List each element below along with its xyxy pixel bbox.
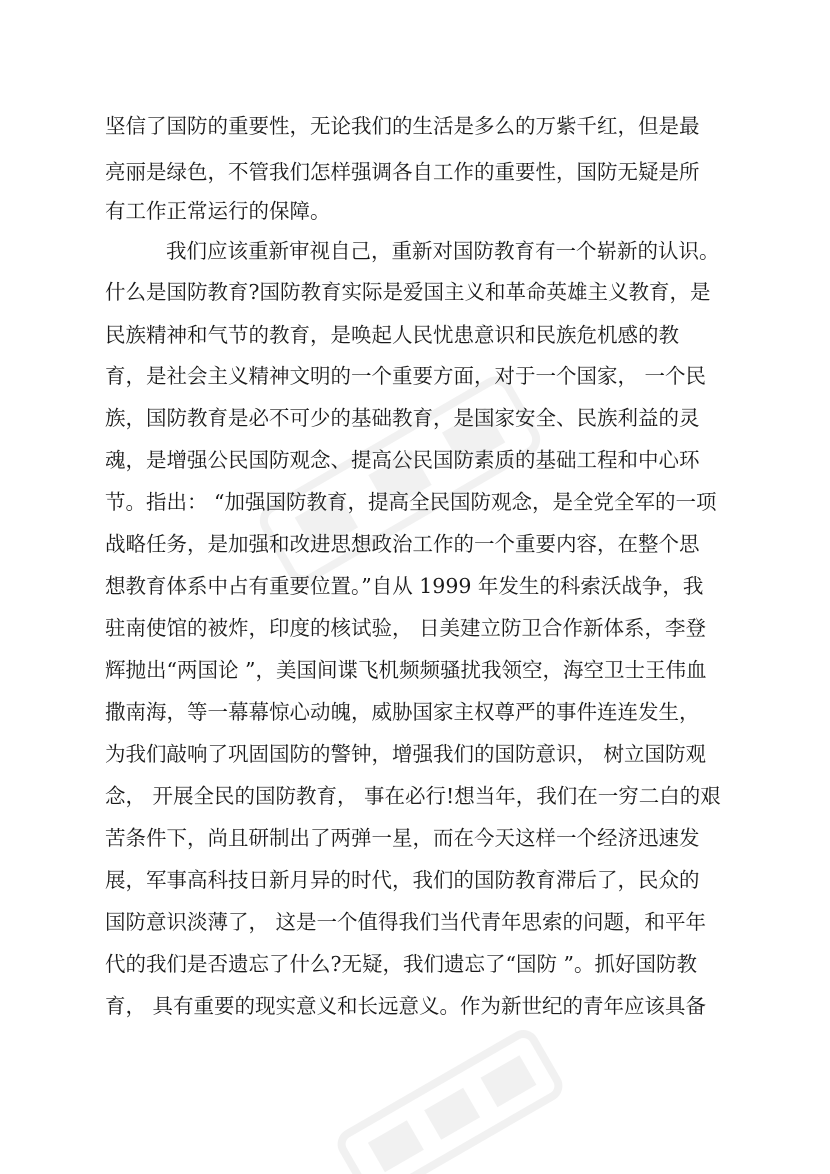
- text-line-2: 亮丽是绿色，不管我们怎样强调各自工作的重要性，国防无疑是所: [105, 160, 700, 184]
- text-line-18: 苦条件下，尚且研制出了两弹一星，而在今天这样一个经济迅速发: [105, 826, 700, 850]
- text-line-8: 族，国防教育是必不可少的基础教育，是国家安全、民族利益的灵: [105, 406, 700, 430]
- text-line-14: 辉抛出“两国论 ”，美国间谍飞机频频骚扰我领空，海空卫士王伟血: [105, 658, 707, 682]
- text-line-21: 代的我们是否遗忘了什么?无疑，我们遗忘了“国防 ”。抓好国防教: [105, 952, 697, 976]
- paragraph-2-first-line: 我们应该重新审视自己，重新对国防教育有一个崭新的认识。: [166, 239, 720, 263]
- text-line-10: 节。指出： “加强国防教育，提高全民国防观念，是全党全军的一项: [105, 490, 717, 514]
- watermark-logo-2: [319, 1007, 582, 1174]
- text-line-9: 魂，是增强公民国防观念、提高公民国防素质的基础工程和中心环: [105, 448, 700, 472]
- text-line-16: 为我们敲响了巩固国防的警钟，增强我们的国防意识， 树立国防观: [105, 742, 707, 766]
- watermark-logo: [240, 353, 560, 607]
- text-line-7: 育，是社会主义精神文明的一个重要方面，对于一个国家， 一个民: [105, 364, 707, 388]
- text-line-20: 国防意识淡薄了， 这是一个值得我们当代青年思索的问题，和平年: [105, 910, 707, 934]
- text-line-15: 撒南海，等一幕幕惊心动魄，威胁国家主权尊严的事件连连发生，: [105, 700, 700, 724]
- text-line-19: 展，军事高科技日新月异的时代，我们的国防教育滞后了，民众的: [105, 868, 700, 892]
- text-line-11: 战略任务，是加强和改进思想政治工作的一个重要内容，在整个思: [105, 532, 700, 556]
- text-line-3: 有工作正常运行的保障。: [105, 199, 331, 223]
- text-line-1: 坚信了国防的重要性，无论我们的生活是多么的万紫千红，但是最: [105, 114, 700, 138]
- text-line-17: 念， 开展全民的国防教育， 事在必行!想当年，我们在一穷二白的艰: [105, 784, 721, 808]
- text-line-12: 想教育体系中占有重要位置。”自从 1999 年发生的科索沃战争，我: [105, 574, 704, 598]
- text-line-13: 驻南使馆的被炸，印度的核试验， 日美建立防卫合作新体系，李登: [105, 616, 707, 640]
- text-line-5: 什么是国防教育?国防教育实际是爱国主义和革命英雄主义教育，是: [105, 280, 711, 304]
- text-line-22: 育， 具有重要的现实意义和长远意义。作为新世纪的青年应该具备: [105, 994, 707, 1018]
- text-line-6: 民族精神和气节的教育，是唤起人民忧患意识和民族危机感的教: [105, 323, 679, 347]
